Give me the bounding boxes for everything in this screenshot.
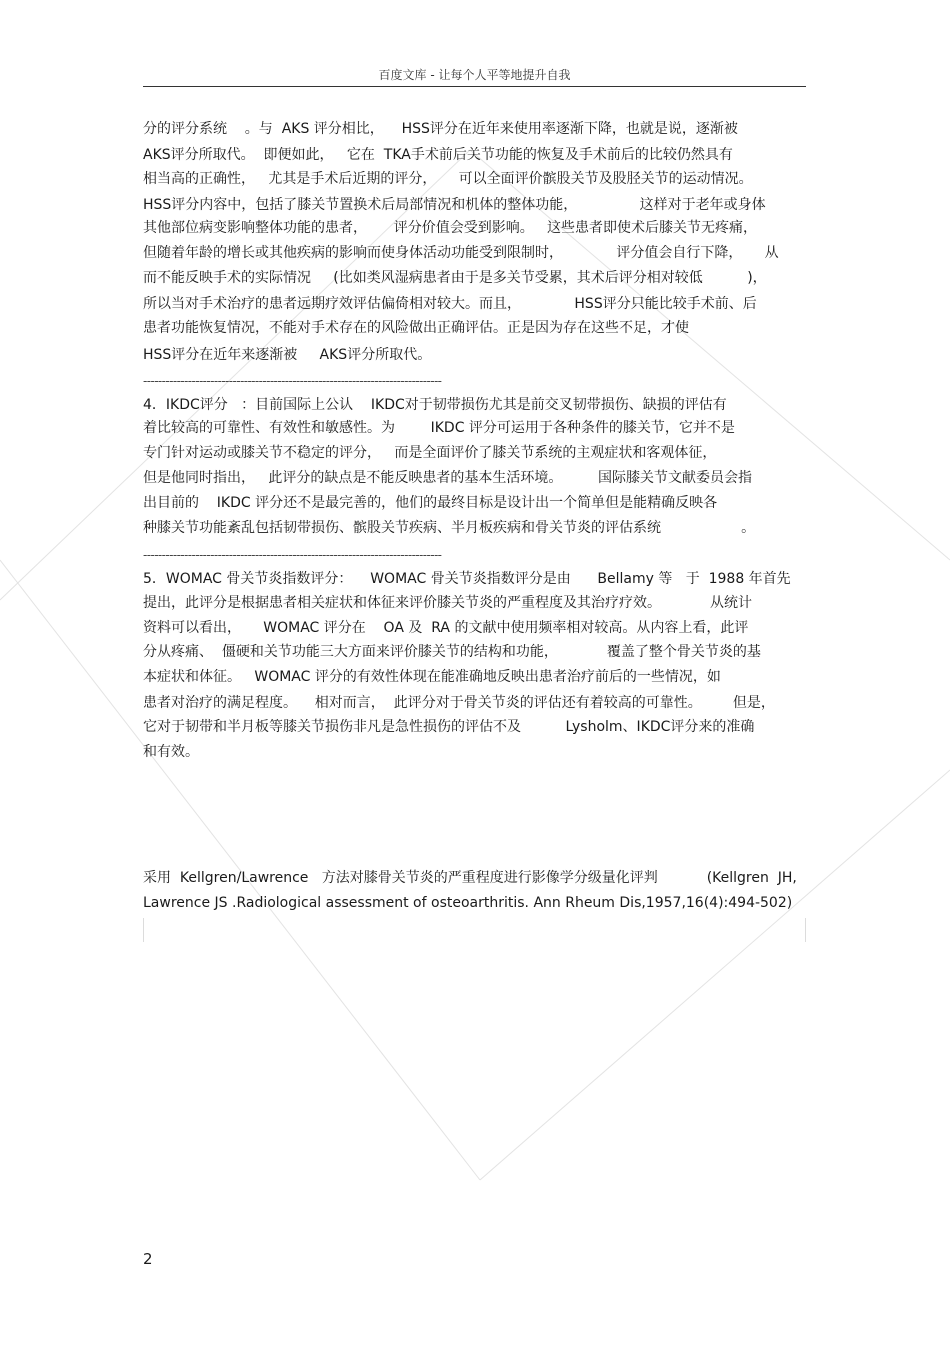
left-edge-mark: [143, 918, 144, 942]
body-line: 但是他同时指出， 此评分的缺点是不能反映患者的基本生活环境。 国际膝关节文献委员会指: [143, 470, 752, 486]
body-line: 患者对治疗的满足程度。 相对而言， 此评分对于骨关节炎的评估还有着较高的可靠性。 但是，: [143, 695, 775, 711]
body-line: 种膝关节功能紊乱包括韧带损伤、髌股关节疾病、半月板疾病和骨关节炎的评估系统 。: [143, 520, 756, 536]
body-line: 而不能反映手术的实际情况 (比如类风湿病患者由于是多关节受累，其术后评分相对较低 )，: [143, 270, 767, 286]
body-line: 着比较高的可靠性、有效性和敏感性。为 IKDC 评分可运用于各种条件的膝关节，它并不是: [143, 420, 735, 436]
body-line: 5．WOMAC 骨关节炎指数评分： WOMAC 骨关节炎指数评分是由 Bellamy 等 于 1988 年首先: [143, 571, 791, 587]
body-line: 出目前的 IKDC 评分还不是最完善的，他们的最终目标是设计出一个简单但是能精确反映各: [143, 495, 718, 511]
reference-line: 采用 Kellgren/Lawrence 方法对膝骨关节炎的严重程度进行影像学分级量化评判 (Kellgren JH,: [143, 870, 797, 886]
body-line: 分从疼痛、 僵硬和关节功能三大方面来评价膝关节的结构和功能， 覆盖了整个骨关节炎的基: [143, 644, 761, 660]
header-rule: [143, 86, 806, 87]
reference-line: Lawrence JS .Radiological assessment of osteoarthritis. Ann Rheum Dis,1957,16(4):494-502): [143, 895, 793, 911]
body-line: 患者功能恢复情况，不能对手术存在的风险做出正确评估。正是因为存在这些不足，才使: [143, 320, 689, 336]
body-line: 和有效。: [143, 744, 199, 760]
page-header: 百度文库 - 让每个人平等地提升自我: [378, 68, 571, 82]
page-number: 2: [143, 1250, 153, 1268]
body-line: 4．IKDC评分 ：目前国际上公认 IKDC对于韧带损伤尤其是前交叉韧带损伤、缺损的评估有: [143, 397, 727, 413]
body-line: 专门针对运动或膝关节不稳定的评分， 而是全面评价了膝关节系统的主观症状和客观体征，: [143, 445, 717, 461]
section-separator: --------------------------------------------------------------------------------: [143, 374, 442, 388]
right-edge-mark: [805, 918, 806, 942]
body-line: 分的评分系统 。与 AKS 评分相比， HSS评分在近年来使用率逐渐下降，也就是说，逐渐被: [143, 121, 738, 137]
body-line: 本症状和体征。 WOMAC 评分的有效性体现在能准确地反映出患者治疗前后的一些情况，如: [143, 669, 721, 685]
body-line: HSS评分在近年来逐渐被 AKS评分所取代。: [143, 347, 432, 363]
body-line: 所以当对手术治疗的患者远期疗效评估偏倚相对较大。而且， HSS评分只能比较手术前、后: [143, 296, 757, 312]
section-separator: --------------------------------------------------------------------------------: [143, 548, 442, 562]
body-line: 资料可以看出， WOMAC 评分在 OA 及 RA 的文献中使用频率相对较高。从内容上看，此评: [143, 620, 749, 636]
body-line: 但随着年龄的增长或其他疾病的影响而使身体活动功能受到限制时， 评分值会自行下降， 从: [143, 245, 779, 261]
body-line: 它对于韧带和半月板等膝关节损伤非凡是急性损伤的评估不及 Lysholm、IKDC评分来的准确: [143, 719, 755, 735]
body-line: 提出，此评分是根据患者相关症状和体征来评价膝关节炎的严重程度及其治疗疗效。 从统计: [143, 595, 752, 611]
body-line: AKS评分所取代。 即便如此， 它在 TKA手术前后关节功能的恢复及手术前后的比较仍然具有: [143, 147, 733, 163]
body-line: HSS评分内容中，包括了膝关节置换术后局部情况和机体的整体功能， 这样对于老年或身体: [143, 197, 766, 213]
body-line: 相当高的正确性， 尤其是手术后近期的评分， 可以全面评价髌股关节及股胫关节的运动情况。: [143, 171, 753, 187]
body-line: 其他部位病变影响整体功能的患者， 评分价值会受到影响。 这些患者即使术后膝关节无疼痛，: [143, 220, 758, 236]
